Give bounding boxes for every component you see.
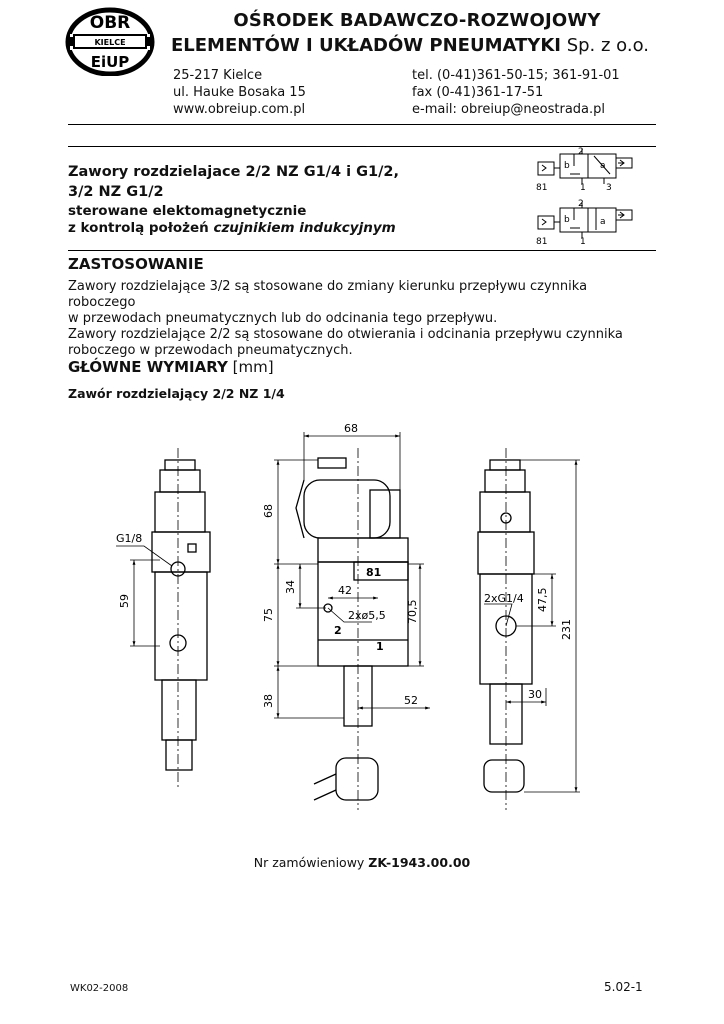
port-1-label: 1	[376, 640, 384, 653]
order-code: ZK-1943.00.00	[368, 855, 471, 870]
dim-mid-52: 52	[404, 694, 418, 707]
symbol-lower-81: 81	[536, 237, 548, 247]
port-2-label: 2	[334, 624, 342, 637]
front-view-middle	[296, 448, 408, 810]
dim-left-thread: G1/8	[116, 532, 143, 545]
dimension-drawing	[100, 418, 620, 810]
product-title-line1: Zawory rozdzielajace 2/2 NZ G1/4 i G1/2,	[68, 164, 400, 180]
zastosowanie-line: w przewodach pneumatycznych lub do odcinania tego przepływu.	[68, 311, 498, 326]
dim-left-59: 59	[118, 594, 131, 608]
contact-fax: fax (0-41)361-17-51	[412, 85, 544, 100]
section-wymiary-subheading: Zawór rozdzielający 2/2 NZ 1/4	[68, 386, 285, 401]
dim-mid-68h: 68	[344, 422, 358, 435]
divider-top	[68, 124, 656, 125]
side-view-right	[478, 448, 534, 810]
zastosowanie-line: Zawory rozdzielające 3/2 są stosowane do zmiany kierunku przepływu czynnika roboczego	[68, 279, 588, 310]
company-name-bold: ELEMENTÓW I UKŁADÓW PNEUMATYKI	[170, 35, 561, 56]
dim-mid-holes: 2xø5,5	[348, 609, 386, 622]
logo-text-mid: KIELCE	[94, 38, 126, 47]
dim-mid-42: 42	[338, 584, 352, 597]
order-number: Nr zamówieniowy ZK-1943.00.00	[253, 855, 471, 870]
symbol-lower-port1: 1	[580, 237, 586, 247]
port-81-label: 81	[366, 566, 382, 579]
zastosowanie-line: Zawory rozdzielające 2/2 są stosowane do otwierania i odcinania przepływu czynnika	[68, 327, 623, 342]
divider-third	[68, 250, 656, 251]
website-link[interactable]: www.obreiup.com.pl	[173, 102, 306, 117]
contact-email[interactable]: e-mail: obreiup@neostrada.pl	[412, 102, 606, 117]
dim-right-47-5: 47,5	[536, 587, 549, 612]
company-logo	[64, 6, 156, 76]
dim-right-30: 30	[528, 688, 542, 701]
valve-symbol-2-2	[538, 202, 632, 238]
product-title	[68, 162, 399, 202]
logo-text-bottom: EiUP	[90, 53, 130, 71]
dim-mid-38: 38	[262, 694, 275, 708]
product-subtitle-italic: czujnikiem indukcyjnym	[213, 220, 396, 236]
dim-right-thread: 2xG1/4	[484, 592, 524, 605]
company-name-line1: OŚRODEK BADAWCZO-ROZWOJOWY	[233, 10, 601, 31]
symbol-upper-port2: 2	[578, 147, 584, 157]
address-street: ul. Hauke Bosaka 15	[173, 85, 306, 100]
product-subtitle-line2: z kontrolą położeń czujnikiem indukcyjnym	[68, 220, 396, 236]
product-subtitle-line1: sterowane elektomagnetycznie	[68, 203, 307, 219]
side-view-left	[152, 448, 210, 788]
product-title-line2: 3/2 NZ G1/2	[68, 184, 164, 200]
dim-mid-34: 34	[284, 580, 297, 594]
symbol-upper-port1: 1	[580, 183, 586, 193]
address-city: 25-217 Kielce	[173, 68, 263, 83]
footer-doc-code: WK02-2008	[70, 983, 129, 994]
company-name-suffix: Sp. z o.o.	[560, 35, 650, 56]
symbol-upper-a: a	[600, 161, 606, 171]
dim-mid-70-5: 70,5	[406, 599, 419, 624]
valve-symbols	[534, 144, 660, 248]
dim-mid-68v: 68	[262, 504, 275, 518]
section-zastosowanie-text	[68, 279, 658, 359]
address-block	[173, 67, 306, 118]
contact-phone: tel. (0-41)361-50-15; 361-91-01	[412, 68, 620, 83]
footer-page-number: 5.02-1	[604, 980, 643, 994]
symbol-lower-a: a	[600, 217, 606, 227]
product-subtitle	[68, 203, 396, 237]
logo-text-top: OBR	[89, 13, 131, 33]
dim-right-231: 231	[560, 619, 573, 640]
symbol-lower-port2: 2	[578, 199, 584, 209]
contact-block	[412, 67, 620, 118]
symbol-lower-b: b	[564, 215, 570, 225]
company-name-line2	[160, 35, 660, 56]
section-zastosowanie-heading: ZASTOSOWANIE	[68, 255, 204, 273]
dim-mid-75: 75	[262, 608, 275, 622]
symbol-upper-port3: 3	[606, 183, 612, 193]
section-wymiary-heading: GŁÓWNE WYMIARY [mm]	[68, 358, 274, 376]
symbol-upper-b: b	[564, 161, 570, 171]
valve-symbol-3-2	[538, 149, 632, 184]
zastosowanie-line: roboczego w przewodach pneumatycznych.	[68, 343, 353, 358]
symbol-upper-81: 81	[536, 183, 548, 193]
